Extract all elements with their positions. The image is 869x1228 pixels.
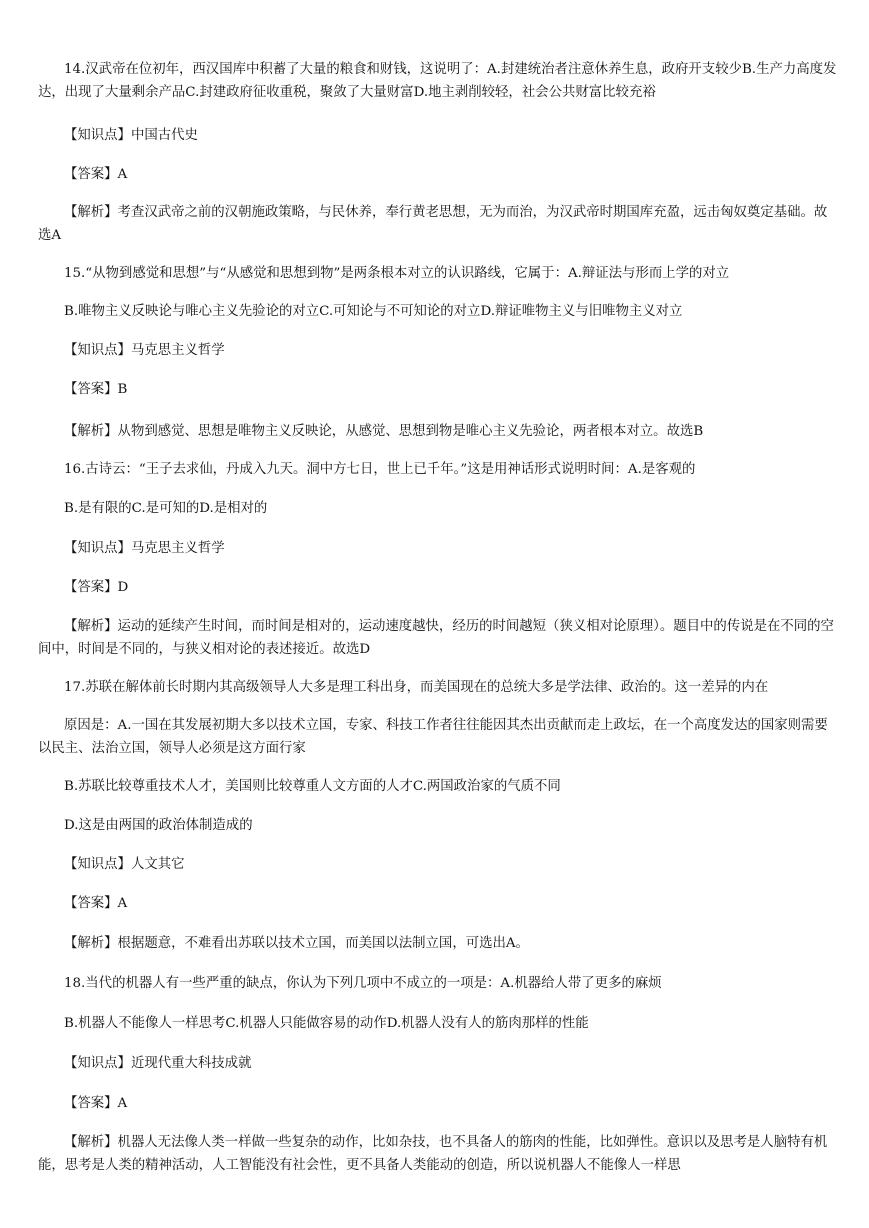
knowledge-point-14: 【知识点】中国古代史 xyxy=(64,128,198,143)
question-17-option-d: D.这是由两国的政治体制造成的 xyxy=(64,818,253,833)
question-18-text: 18.当代的机器人有一些严重的缺点，你认为下列几项中不成立的一项是：A.机器给人带了更多的麻烦 xyxy=(64,976,662,991)
question-17-options-bc: B.苏联比较尊重技术人才，美国则比较尊重人文方面的人才C.两国政治家的气质不同 xyxy=(64,779,561,794)
knowledge-point-16: 【知识点】马克思主义哲学 xyxy=(64,541,225,556)
analysis-16: 【解析】运动的延续产生时间，而时间是相对的，运动速度越快，经历的时间越短（狭义相对论原理）。题目中的传说是在不同的空间中，时间是不同的，与狭义相对论的表述接近。故选D xyxy=(38,619,834,657)
analysis-15: 【解析】从物到感觉、思想是唯物主义反映论，从感觉、思想到物是唯心主义先验论，两者根本对立。故选B xyxy=(64,424,704,439)
question-15-options: B.唯物主义反映论与唯心主义先验论的对立C.可知论与不可知论的对立D.辩证唯物主义与旧唯物主义对立 xyxy=(64,304,683,319)
answer-15: 【答案】B xyxy=(64,382,128,397)
answer-14: 【答案】A xyxy=(64,167,128,182)
question-17-text: 17.苏联在解体前长时期内其高级领导人大多是理工科出身，而美国现在的总统大多是学法律、政治的。这一差异的内在 xyxy=(64,680,769,695)
analysis-17: 【解析】根据题意，不难看出苏联以技术立国，而美国以法制立国，可选出A。 xyxy=(64,936,529,951)
knowledge-point-18: 【知识点】近现代重大科技成就 xyxy=(64,1056,252,1071)
analysis-14: 【解析】考查汉武帝之前的汉朝施政策略，与民休养，奉行黄老思想，无为而治，为汉武帝时期国库充盈，远击匈奴奠定基础。故选A xyxy=(38,205,828,243)
question-16-options: B.是有限的C.是可知的D.是相对的 xyxy=(64,501,268,516)
answer-16: 【答案】D xyxy=(64,580,129,595)
answer-17: 【答案】A xyxy=(64,896,128,911)
knowledge-point-17: 【知识点】人文其它 xyxy=(64,857,185,872)
question-17-option-a: 原因是：A.一国在其发展初期大多以技术立国，专家、科技工作者往往能因其杰出贡献而走上政坛，在一个高度发达的国家则需要以民主、法治立国，领导人必须是这方面行家 xyxy=(38,718,828,756)
question-18-options: B.机器人不能像人一样思考C.机器人只能做容易的动作D.机器人没有人的筋肉那样的性能 xyxy=(64,1016,589,1031)
question-16-text: 16.古诗云：“王子去求仙，丹成入九天。洞中方七日，世上已千年。”这是用神话形式说明时间：A.是客观的 xyxy=(64,462,696,477)
question-14-text: 14.汉武帝在位初年，西汉国库中积蓄了大量的粮食和财钱，这说明了：A.封建统治者注意休养生息，政府开支较少B.生产力高度发达，出现了大量剩余产品C.封建政府征收重税，聚敛了大量财富D.地主剥削较轻，社会公共财富比较充裕 xyxy=(38,62,837,100)
analysis-18: 【解析】机器人无法像人类一样做一些复杂的动作，比如杂技，也不具备人的筋肉的性能，比如弹性。意识以及思考是人脑特有机能，思考是人类的精神活动，人工智能没有社会性，更不具备人类能动的创造，所以说机器人不能像人一样思 xyxy=(38,1135,828,1173)
answer-18: 【答案】A xyxy=(64,1096,128,1111)
question-15-text: 15.“从物到感觉和思想”与“从感觉和思想到物”是两条根本对立的认识路线，它属于：A.辩证法与形而上学的对立 xyxy=(64,266,730,281)
knowledge-point-15: 【知识点】马克思主义哲学 xyxy=(64,343,225,358)
